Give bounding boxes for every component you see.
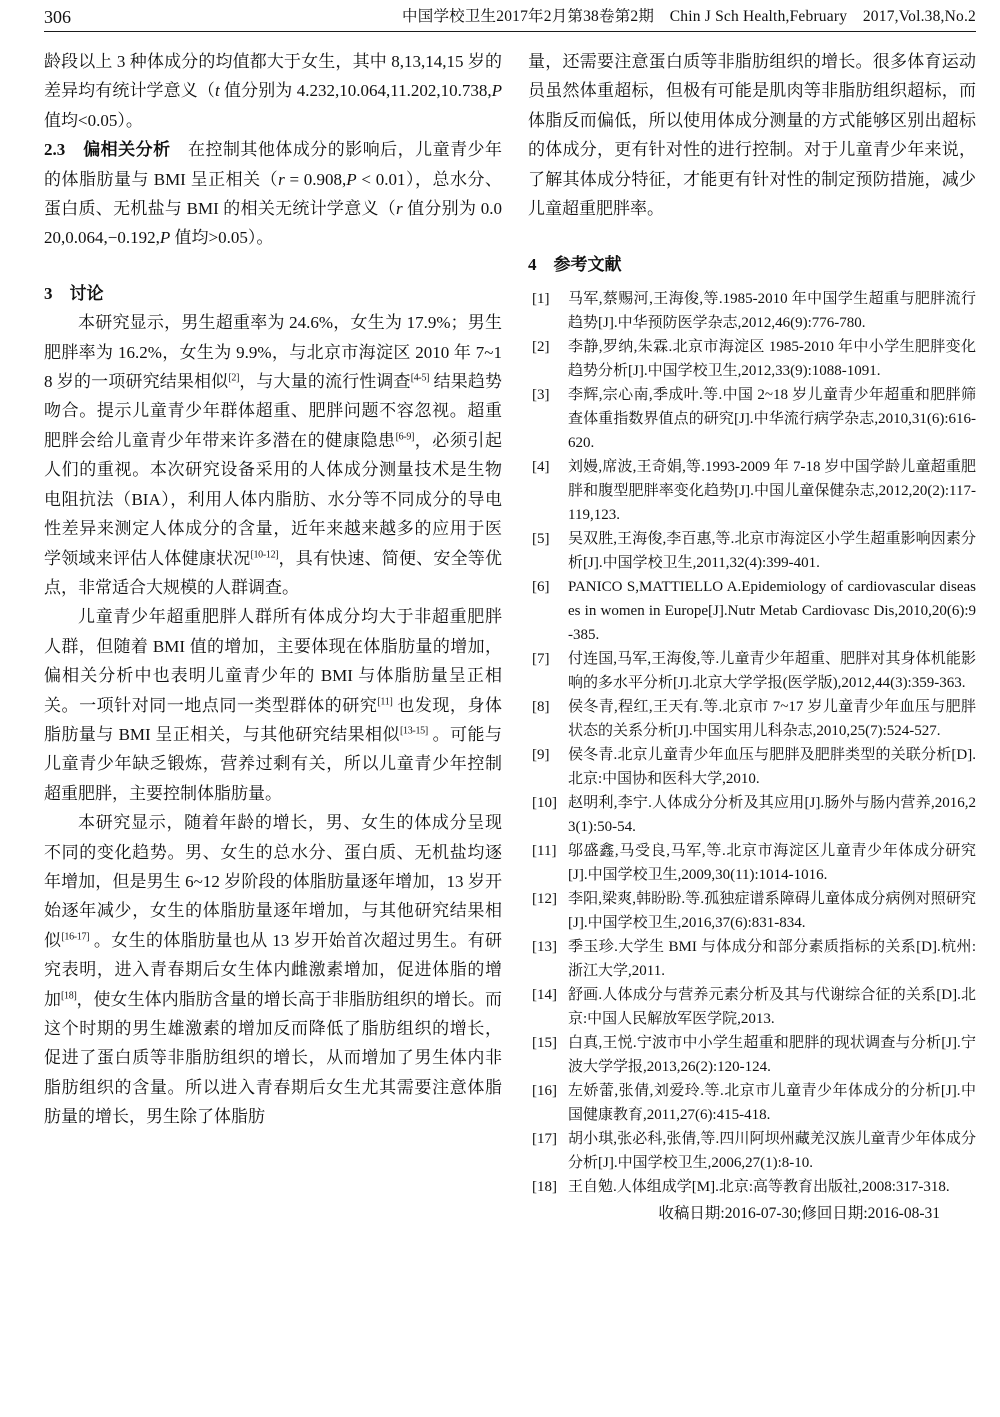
reference-text: 李辉,宗心南,季成叶.等.中国 2~18 岁儿童青少年超重和肥胖筛查体重指数界值点的研究[J].中华流行病学杂志,2010,31(6):616-620. (568, 387, 976, 452)
left-column (44, 47, 502, 1227)
citation-superscript: [13-15] (399, 725, 428, 737)
paragraph-discussion-continuation: 量，还需要注意蛋白质等非脂肪组织的增长。很多体育运动员虽然体重超标，但极有可能是肌肉等非脂肪组织超标，而体脂反而偏低，所以使用体成分测量的方式能够区别出超标的体成分，更有针对性的进行控制。对于儿童青少年来说，了解其体成分特征，才能更有针对性的制定预防措施，减少儿童超重肥胖率。 (528, 52, 976, 219)
page-number: 306 (44, 7, 71, 27)
reference-number: [4] (532, 459, 550, 476)
page-header (44, 0, 976, 32)
reference-item (528, 1031, 976, 1079)
reference-text: 侯冬青.北京儿童青少年血压与肥胖及肥胖类型的关联分析[D].北京:中国协和医科大学,2010. (568, 747, 976, 788)
reference-number: [5] (532, 531, 550, 548)
reference-item (528, 335, 976, 383)
reference-item (528, 455, 976, 527)
reference-number: [8] (532, 699, 550, 716)
reference-text: 吴双胜,王海俊,李百惠,等.北京市海淀区小学生超重影响因素分析[J].中国学校卫生,2011,32(4):399-401. (568, 531, 976, 572)
reference-number: [18] (532, 1179, 557, 1196)
paragraph-discussion-2: 儿童青少年超重肥胖人群所有体成分均大于非超重肥胖人群，但随着 BMI 值的增加，主要体现在体脂肪量的增加，偏相关分析中也表明儿童青少年的 BMI 与体脂肪量呈正相关。一项针对同一地点同一类型群体的研究[11] 也发现，身体脂肪量与 BMI 呈正相关，与其他研究结果相似[13-15] 。可能与儿童青少年缺乏锻炼，营养过剩有关，所以儿童青少年控制超重肥胖，主要控制体脂肪量。 (44, 607, 503, 803)
paragraph-section-2-3: 2.3 偏相关分析 在控制其他体成分的影响后，儿童青少年的体脂肪量与 BMI 呈正相关（r = 0.908,P < 0.01），总水分、蛋白质、无机盐与 BMI 的相关无统计学意义（r 值分别为 0.020,0.064,−0.192,P 值均>0.05）。 (44, 140, 503, 248)
reference-item (528, 527, 976, 575)
citation-superscript: [18] (61, 989, 77, 1001)
reference-item (528, 1127, 976, 1175)
reference-item (528, 575, 976, 647)
reference-text: 侯冬青,程红,王天有.等.北京市 7~17 岁儿童青少年血压与肥胖状态的关系分析[J].中国实用儿科杂志,2010,25(7):524-527. (568, 699, 976, 740)
reference-item (528, 935, 976, 983)
right-column (528, 47, 976, 1227)
reference-text: 邬盛鑫,马受良,马军,等.北京市海淀区儿童青少年体成分研究[J].中国学校卫生,2009,30(11):1014-1016. (568, 843, 976, 884)
journal-citation: 中国学校卫生2017年2月第38卷第2期 Chin J Sch Health,February 2017,Vol.38,No.2 (402, 8, 976, 25)
reference-item (528, 1175, 976, 1199)
paragraph-discussion-3: 本研究显示，随着年龄的增长，男、女生的体成分呈现不同的变化趋势。男、女生的总水分、蛋白质、无机盐均逐年增加，但是男生 6~12 岁阶段的体脂肪量逐年增加，13 岁开始逐年减少，女生的体脂肪量逐年增加，与其他研究结果相似[16-17] 。女生的体脂肪量也从 13 岁开始首次超过男生。有研究表明，进入青春期后女生体内雌激素增加，促进体脂的增加[18]，使女生体内脂肪含量的增长高于非脂肪组织的增长。而这个时期的男生雄激素的增加反而降低了脂肪组织的增长，促进了蛋白质等非脂肪组织的增长，从而增加了男生体内非脂肪组织的含量。所以进入青春期后女生尤其需要注意体脂肪量的增长，男生除了体脂肪 (44, 813, 503, 1127)
reference-item (528, 839, 976, 887)
reference-text: 马军,蔡赐河,王海俊,等.1985-2010 年中国学生超重与肥胖流行趋势[J].中华预防医学杂志,2012,46(9):776-780. (568, 291, 976, 332)
reference-item (528, 887, 976, 935)
paragraph-discussion-1: 本研究显示，男生超重率为 24.6%，女生为 17.9%；男生肥胖率为 16.2%，女生为 9.9%，与北京市海淀区 2010 年 7~18 岁的一项研究结果相似[2]，与大量的流行性调查[4-5] 结果趋势吻合。提示儿童青少年群体超重、肥胖问题不容忽视。超重肥胖会给儿童青少年带来许多潜在的健康隐患[6-9]，必须引起人们的重视。本次研究设备采用的人体成分测量技术是生物电阻抗法（BIA），利用人体内脂肪、水分等不同成分的导电性差异来测定人体成分的含量，近年来越来越多的应用于医学领域来评估人体健康状况[10-12]，具有快速、简便、安全等优点，非常适合大规模的人群调查。 (44, 313, 503, 597)
section-heading-references: 4 参考文献 (528, 255, 622, 275)
reference-text: 李阳,梁爽,韩盼盼.等.孤独症谱系障碍儿童体成分病例对照研究[J].中国学校卫生,2016,37(6):831-834. (568, 891, 976, 932)
section-heading-discussion: 3 讨论 (44, 283, 104, 303)
reference-number: [6] (532, 579, 550, 596)
reference-item (528, 383, 976, 455)
reference-item (528, 983, 976, 1031)
reference-number: [1] (532, 291, 550, 308)
reference-number: [12] (532, 891, 557, 908)
citation-superscript: [2] (228, 372, 240, 384)
reference-number: [14] (532, 987, 557, 1004)
reference-text: PANICO S,MATTIELLO A.Epidemiology of cardiovascular diseases in women in Europe[J].Nutr Metab Cardiovasc Dis,2010,20(6):9-385. (568, 579, 976, 644)
reference-list (528, 287, 976, 1199)
two-column-body (44, 47, 976, 1227)
received-revised-dates: 收稿日期:2016-07-30;修回日期:2016-08-31 (658, 1205, 940, 1223)
reference-number: [10] (532, 795, 557, 812)
citation-superscript: [10-12] (250, 548, 279, 560)
reference-text: 刘嫚,席波,王奇娟,等.1993-2009 年 7-18 岁中国学龄儿童超重肥胖和腹型肥胖率变化趋势[J].中国儿童保健杂志,2012,20(2):117-119,123. (568, 459, 976, 524)
citation-superscript: [16-17] (61, 931, 90, 943)
reference-item (528, 695, 976, 743)
reference-number: [16] (532, 1083, 557, 1100)
reference-number: [17] (532, 1131, 557, 1148)
reference-number: [9] (532, 747, 550, 764)
reference-text: 舒画.人体成分与营养元素分析及其与代谢综合征的关系[D].北京:中国人民解放军医学院,2013. (568, 987, 976, 1028)
reference-text: 季玉珍.大学生 BMI 与体成分和部分素质指标的关系[D].杭州:浙江大学,2011. (568, 939, 976, 980)
reference-number: [7] (532, 651, 550, 668)
reference-text: 白真,王悦.宁波市中小学生超重和肥胖的现状调查与分析[J].宁波大学学报,2013,26(2):120-124. (568, 1035, 976, 1076)
reference-text: 左娇蕾,张倩,刘爱玲.等.北京市儿童青少年体成分的分析[J].中国健康教育,2011,27(6):415-418. (568, 1083, 976, 1124)
citation-superscript: [11] (377, 695, 393, 707)
reference-item (528, 647, 976, 695)
reference-number: [3] (532, 387, 550, 404)
reference-number: [2] (532, 339, 550, 356)
reference-number: [15] (532, 1035, 557, 1052)
reference-number: [13] (532, 939, 557, 956)
reference-item (528, 287, 976, 335)
reference-text: 李静,罗纳,朱霖.北京市海淀区 1985-2010 年中小学生肥胖变化趋势分析[J].中国学校卫生,2012,33(9):1088-1091. (568, 339, 976, 380)
reference-number: [11] (532, 843, 557, 860)
reference-item (528, 1079, 976, 1127)
citation-superscript: [4-5] (410, 372, 430, 384)
reference-text: 付连国,马军,王海俊,等.儿童青少年超重、肥胖对其身体机能影响的多水平分析[J].北京大学学报(医学版),2012,44(3):359-363. (568, 651, 976, 692)
paragraph-results-continuation: 龄段以上 3 种体成分的均值都大于女生，其中 8,13,14,15 岁的差异均有统计学意义（t 值分别为 4.232,10.064,11.202,10.738,P 值均<0.05）。 (44, 52, 502, 130)
reference-text: 赵明利,李宁.人体成分分析及其应用[J].肠外与肠内营养,2016,23(1):50-54. (568, 795, 976, 836)
reference-text: 王自勉.人体组成学[M].北京:高等教育出版社,2008:317-318. (568, 1179, 950, 1196)
reference-item (528, 791, 976, 839)
reference-item (528, 743, 976, 791)
citation-superscript: [6-9] (395, 431, 415, 443)
reference-text: 胡小琪,张必科,张倩,等.四川阿坝州藏羌汉族儿童青少年体成分分析[J].中国学校卫生,2006,27(1):8-10. (568, 1131, 976, 1172)
